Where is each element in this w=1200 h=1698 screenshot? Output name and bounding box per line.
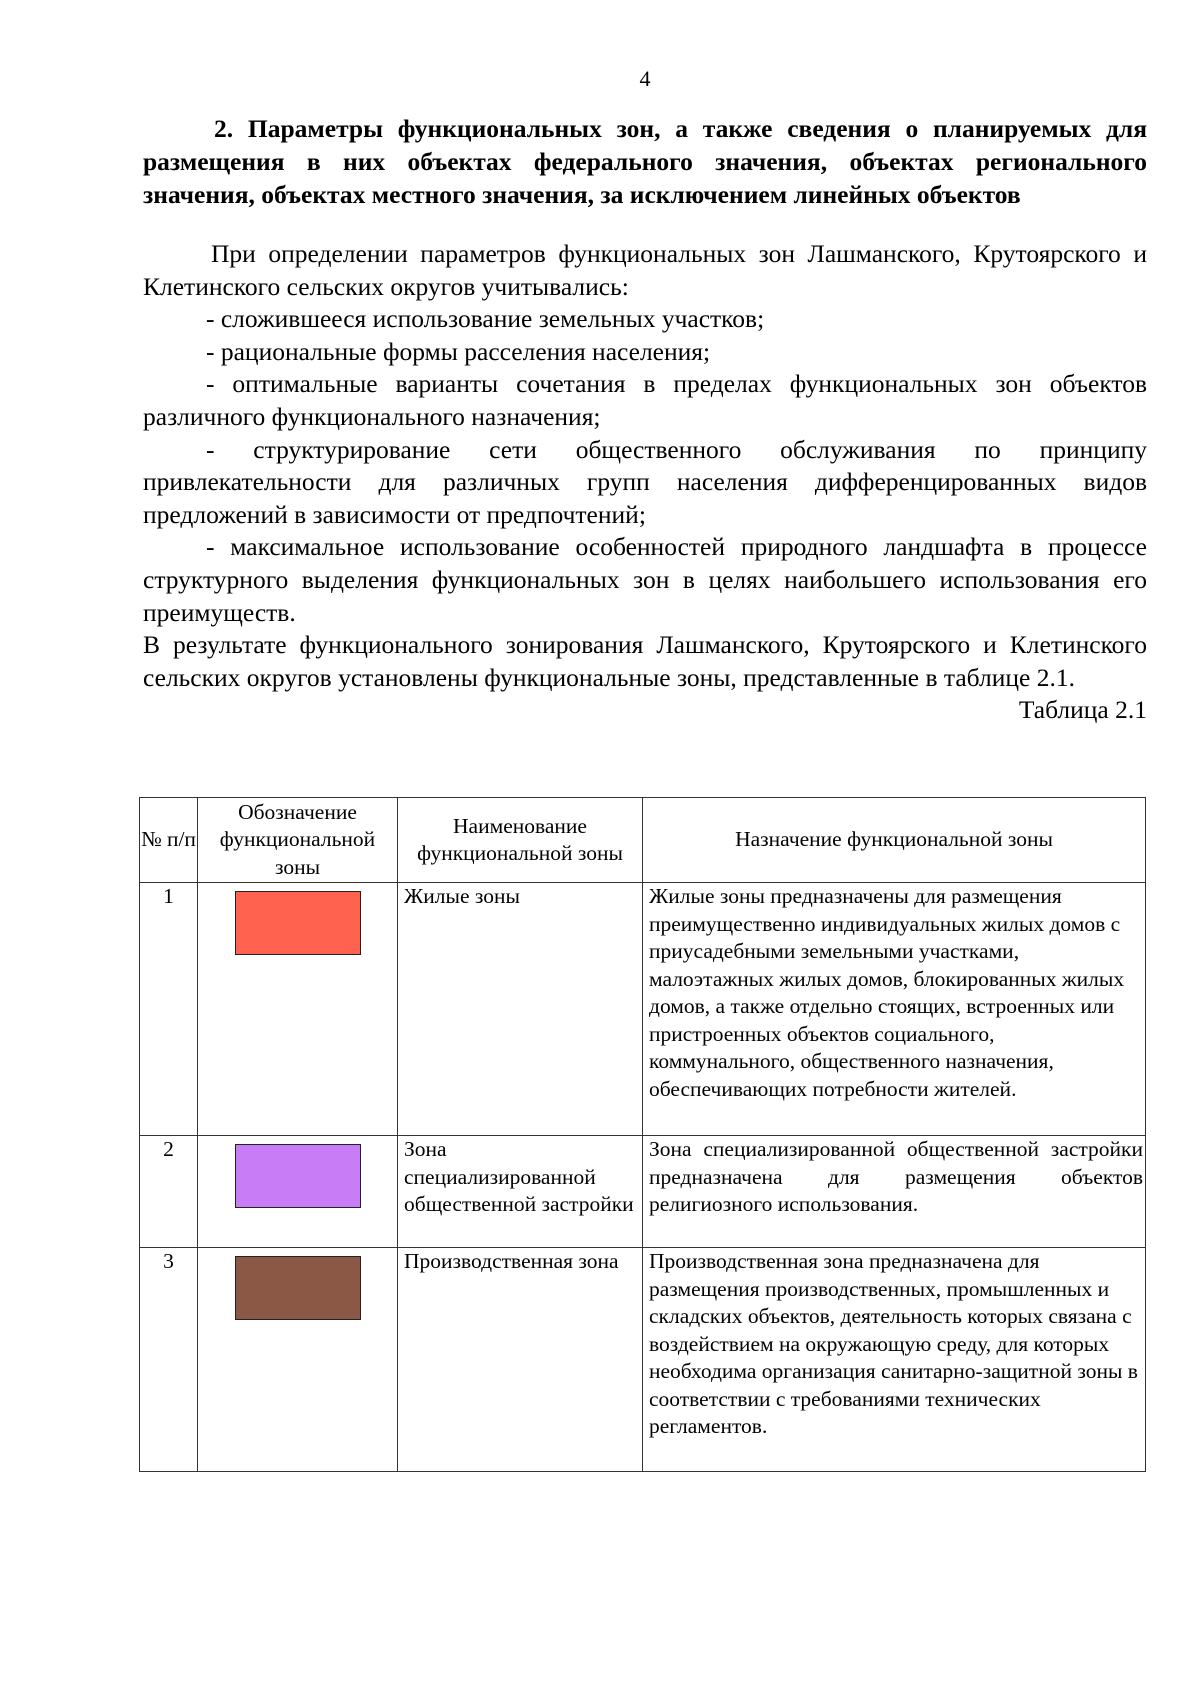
- zones-table: [139, 797, 1146, 1472]
- header-symbol: Обозначение функциональной зоны: [198, 798, 398, 883]
- page-number: 4: [639, 66, 651, 91]
- zone-color-swatch: [235, 1144, 361, 1208]
- zone-symbol-cell: [198, 883, 398, 1136]
- zone-name: Зона специализированной общественной застройки: [398, 1136, 643, 1248]
- zone-name: Жилые зоны: [398, 883, 643, 1136]
- list-item: - рациональные формы расселения населения;: [206, 336, 711, 366]
- table-caption: Таблица 2.1: [1018, 695, 1147, 725]
- table-row: [140, 1136, 1146, 1248]
- table-header-row: [140, 798, 1146, 883]
- list-item: - максимальное использование особенностей природного ландшафта в процессе структурного выделения функциональных зон в целях наибольшего использования его преимуществ.: [143, 532, 1147, 627]
- zone-symbol-cell: [198, 1248, 398, 1472]
- list-item: - оптимальные варианты сочетания в пределах функциональных зон объектов различного функционального назначения;: [143, 369, 1147, 431]
- row-number: 3: [140, 1248, 198, 1472]
- header-purpose: Назначение функциональной зоны: [643, 798, 1146, 883]
- header-num: № п/п: [140, 798, 198, 883]
- zone-purpose: Производственная зона предназначена для размещения производственных, промышленных и складских объектов, деятельность которых связана с воздействием на окружающую среду, для которых необходима организация санитарно-защитной зоны в соответствии с требованиями технических регламентов.: [643, 1248, 1146, 1472]
- section-heading: 2. Параметры функциональных зон, а также сведения о планируемых для размещения в них объектах федерального значения, объектах регионального значения, объектах местного значения, за исключением линейных объектов: [143, 114, 1147, 209]
- list-item: - сложившееся использование земельных участков;: [206, 304, 765, 334]
- zone-purpose: Зона специализированной общественной застройки предназначена для размещения объектов религиозного использования.: [643, 1136, 1146, 1248]
- row-number: 1: [140, 883, 198, 1136]
- zone-name: Производственная зона: [398, 1248, 643, 1472]
- header-name: Наименование функциональной зоны: [398, 798, 643, 883]
- table-row: [140, 883, 1146, 1136]
- result-paragraph: В результате функционального зонирования Лашманского, Крутоярского и Клетинского сельских округов установлены функциональные зоны, представленные в таблице 2.1.: [143, 630, 1147, 692]
- table-row: [140, 1248, 1146, 1472]
- intro-paragraph: При определении параметров функциональных зон Лашманского, Крутоярского и Клетинского сельских округов учитывались:: [143, 239, 1147, 301]
- row-number: 2: [140, 1136, 198, 1248]
- zone-purpose: Жилые зоны предназначены для размещения преимущественно индивидуальных жилых домов с приусадебными земельными участками, малоэтажных жилых домов, блокированных жилых домов, а также отдельно стоящих, встроенных или пристроенных объектов социального, коммунального, общественного назначения, обеспечивающих потребности жителей.: [643, 883, 1146, 1136]
- list-item: - структурирование сети общественного обслуживания по принципу привлекательности для различных групп населения дифференцированных видов предложений в зависимости от предпочтений;: [143, 434, 1147, 529]
- zone-color-swatch: [235, 1256, 361, 1320]
- zone-symbol-cell: [198, 1136, 398, 1248]
- zone-color-swatch: [235, 891, 361, 955]
- document-body: [143, 112, 1147, 726]
